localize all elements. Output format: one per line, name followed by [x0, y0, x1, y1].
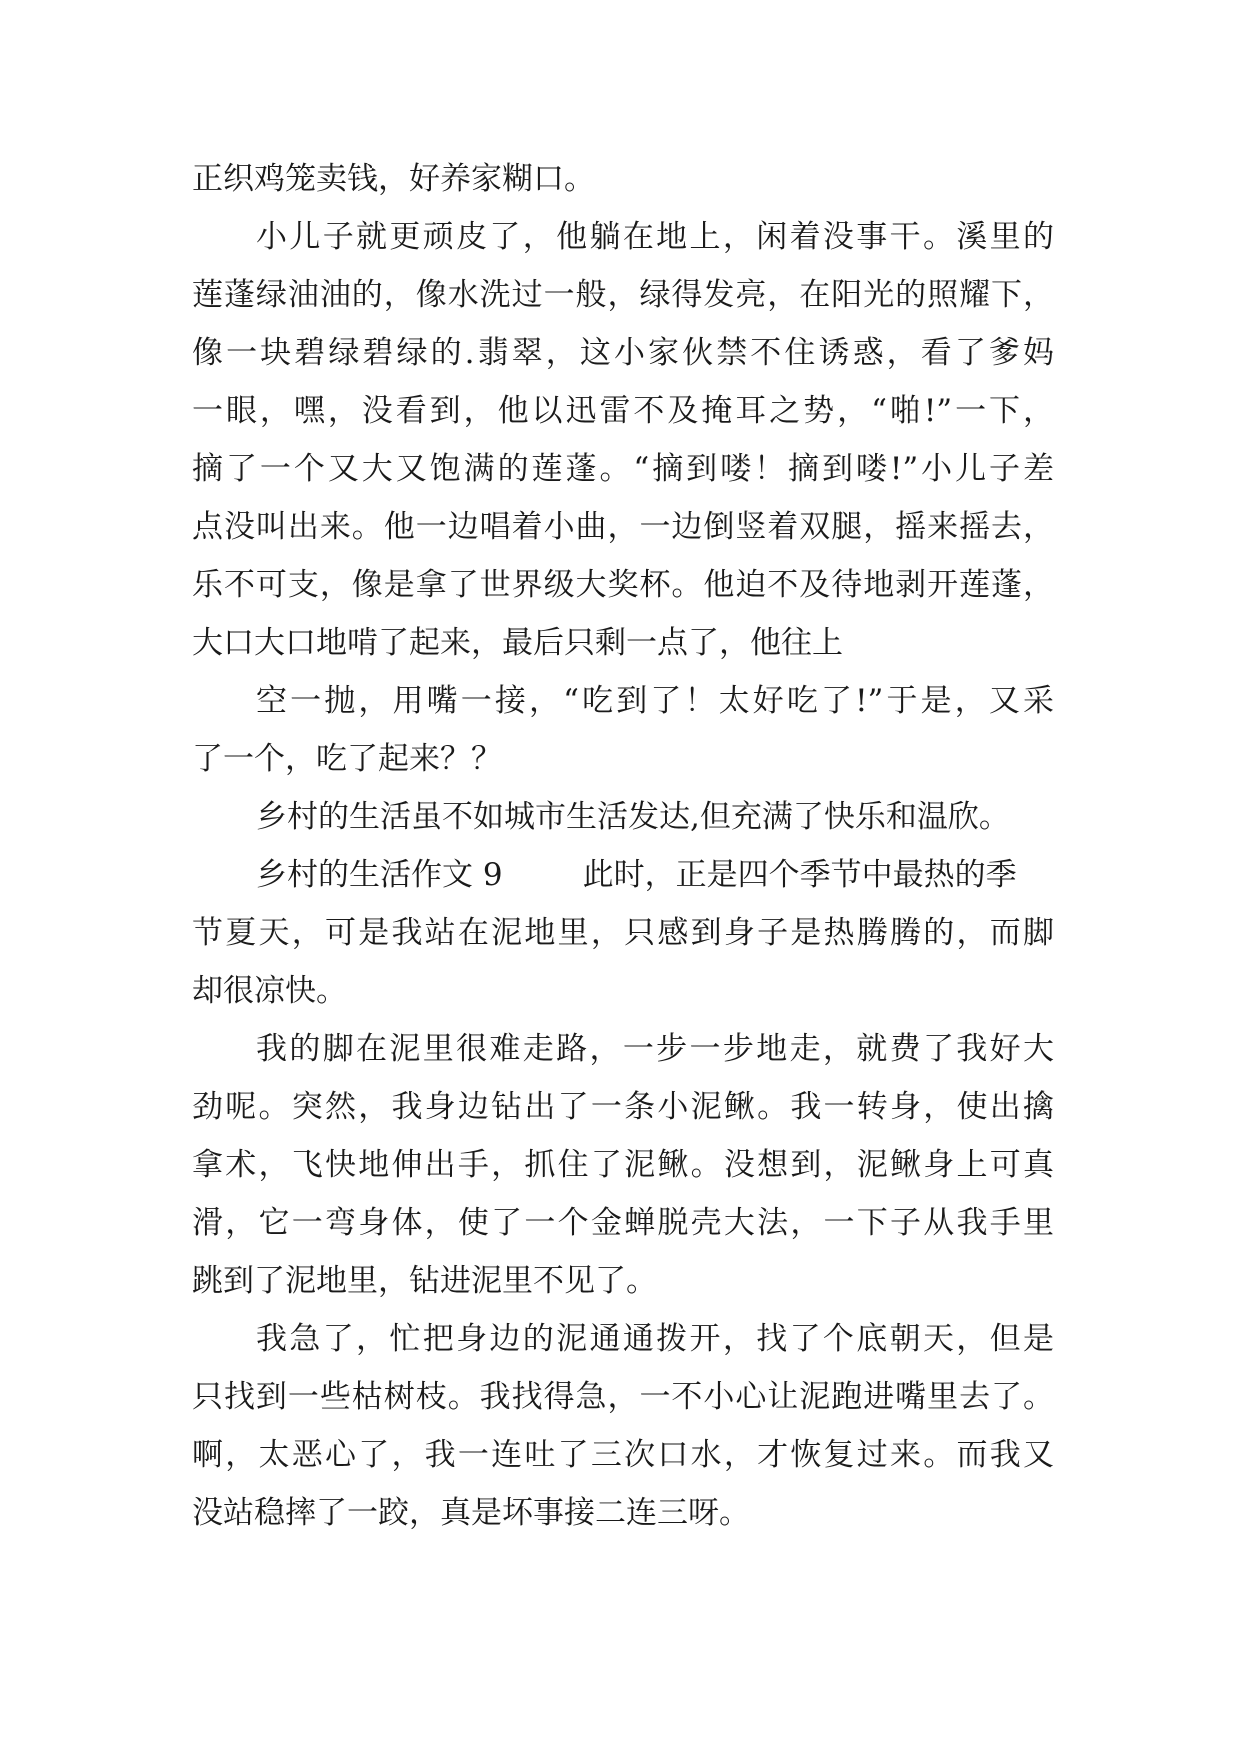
text-line: 乐不可支，像是拿了世界级大奖杯。他迫不及待地剥开莲蓬， [192, 567, 1054, 603]
section-heading-line [192, 846, 1062, 904]
text-line: 一眼，嘿，没看到，他以迅雷不及掩耳之势，“啪!”一下， [192, 393, 1054, 429]
paragraph-start-line: 我的脚在泥里很难走路，一步一步地走，就费了我好大 [256, 1031, 1054, 1067]
paragraph-start-line: 小儿子就更顽皮了，他躺在地上，闲着没事干。溪里的 [256, 219, 1054, 255]
text-line: 摘了一个又大又饱满的莲蓬。“摘到喽！摘到喽!”小儿子差 [192, 451, 1054, 487]
text-line: 莲蓬绿油油的，像水洗过一般，绿得发亮，在阳光的照耀下， [192, 277, 1054, 313]
text-line: 此时，正是四个季节中最热的季 [582, 857, 1017, 893]
text-line: 大口大口地啃了起来，最后只剩一点了，他往上 [192, 625, 843, 661]
text-line: 正织鸡笼卖钱，好养家糊口。 [192, 161, 595, 197]
paragraph-start-line: 空一抛，用嘴一接，“吃到了！太好吃了!”于是，又采 [256, 683, 1054, 719]
text-line: 没站稳摔了一跤，真是坏事接二连三呀。 [192, 1495, 750, 1531]
paragraph-start-line: 乡村的生活虽不如城市生活发达,但充满了快乐和温欣。 [256, 799, 1010, 835]
text-line: 了一个，吃了起来？？ [192, 741, 502, 777]
text-line: 拿术，飞快地伸出手，抓住了泥鳅。没想到，泥鳅身上可真 [192, 1147, 1054, 1183]
paragraph-start-line: 我急了，忙把身边的泥通通拨开，找了个底朝天，但是 [256, 1321, 1054, 1357]
text-line: 却很凉快。 [192, 973, 347, 1009]
text-line: 节夏天，可是我站在泥地里，只感到身子是热腾腾的，而脚 [192, 915, 1054, 951]
text-line: 只找到一些枯树枝。我找得急，一不小心让泥跑进嘴里去了。 [192, 1379, 1054, 1415]
document-body [192, 150, 1062, 1542]
text-line: 滑，它一弯身体，使了一个金蝉脱壳大法，一下子从我手里 [192, 1205, 1054, 1241]
text-line: 啊，太恶心了，我一连吐了三次口水，才恢复过来。而我又 [192, 1437, 1054, 1473]
text-line: 跳到了泥地里，钻进泥里不见了。 [192, 1263, 657, 1299]
text-line: 像一块碧绿碧绿的.翡翠，这小家伙禁不住诱惑，看了爹妈 [192, 335, 1054, 371]
text-line: 点没叫出来。他一边唱着小曲，一边倒竖着双腿，摇来摇去， [192, 509, 1054, 545]
section-heading: 乡村的生活作文 9 [256, 857, 503, 893]
text-line: 劲呢。突然，我身边钻出了一条小泥鳅。我一转身，使出擒 [192, 1089, 1054, 1125]
